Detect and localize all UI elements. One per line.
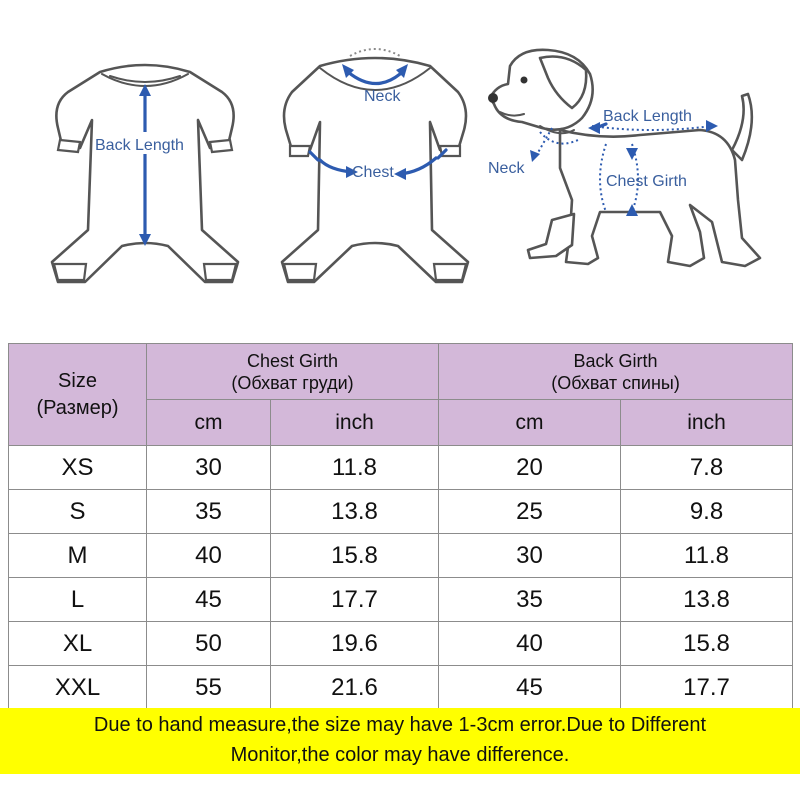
chest-inch-cell: 11.8 [271,446,439,490]
size-cell: L [9,578,147,622]
dog-back-length-label: Back Length [603,108,692,125]
chest-cm-cell: 45 [147,578,271,622]
table-row [9,666,793,710]
back-inch-cell: 17.7 [621,666,793,710]
back-inch-cell: 11.8 [621,534,793,578]
back-inch-cell: 13.8 [621,578,793,622]
measurement-illustrations [0,0,800,330]
dog-chest-girth-label: Chest Girth [606,173,687,190]
back-girth-header-cell [439,344,793,400]
table-row [9,534,793,578]
back-cm-cell: 40 [439,622,621,666]
back-cm-cell: 20 [439,446,621,490]
disclaimer-note [0,708,800,774]
chest-girth-header: Chest Girth [246,350,339,371]
size-header-ru: (Размер) [36,396,119,419]
size-header-cell [9,344,147,446]
chest-cm-cell: 55 [147,666,271,710]
dog-illustration [488,50,760,266]
back-length-label: Back Length [95,137,184,154]
chest-inch-cell: 13.8 [271,490,439,534]
chest-inch-cell: 15.8 [271,534,439,578]
chest-cm-cell: 40 [147,534,271,578]
table-row [9,446,793,490]
back-inch-header: inch [621,400,793,446]
chest-girth-header-ru: (Обхват груди) [231,372,354,393]
size-chart-table [8,343,793,710]
chest-label: Chest [352,164,394,181]
size-cell: S [9,490,147,534]
dog-neck-label: Neck [488,160,525,177]
size-cell: XL [9,622,147,666]
back-cm-cell: 25 [439,490,621,534]
back-inch-cell: 7.8 [621,446,793,490]
size-header: Size [58,369,97,392]
jumpsuit-front-view [282,49,468,282]
table-row [9,578,793,622]
back-cm-cell: 30 [439,534,621,578]
back-cm-cell: 35 [439,578,621,622]
back-inch-cell: 15.8 [621,622,793,666]
chest-cm-cell: 30 [147,446,271,490]
chest-cm-cell: 50 [147,622,271,666]
chest-inch-header: inch [271,400,439,446]
disclaimer-line-2: Monitor,the color may have difference. [230,744,570,766]
chest-inch-cell: 21.6 [271,666,439,710]
size-cell: XXL [9,666,147,710]
chest-inch-cell: 19.6 [271,622,439,666]
table-row [9,622,793,666]
back-girth-header: Back Girth [573,350,658,371]
disclaimer-line-1: Due to hand measure,the size may have 1-3cm error.Due to Different [93,714,707,736]
size-cell: XS [9,446,147,490]
back-cm-header: cm [439,400,621,446]
header-row [9,344,793,400]
table-row [9,490,793,534]
chest-cm-header: cm [147,400,271,446]
neck-label: Neck [364,88,401,105]
chest-inch-cell: 17.7 [271,578,439,622]
back-inch-cell: 9.8 [621,490,793,534]
size-cell: M [9,534,147,578]
chest-girth-header-cell [147,344,439,400]
jumpsuit-back-view [52,65,238,282]
chest-cm-cell: 35 [147,490,271,534]
back-girth-header-ru: (Обхват спины) [551,372,680,393]
back-cm-cell: 45 [439,666,621,710]
